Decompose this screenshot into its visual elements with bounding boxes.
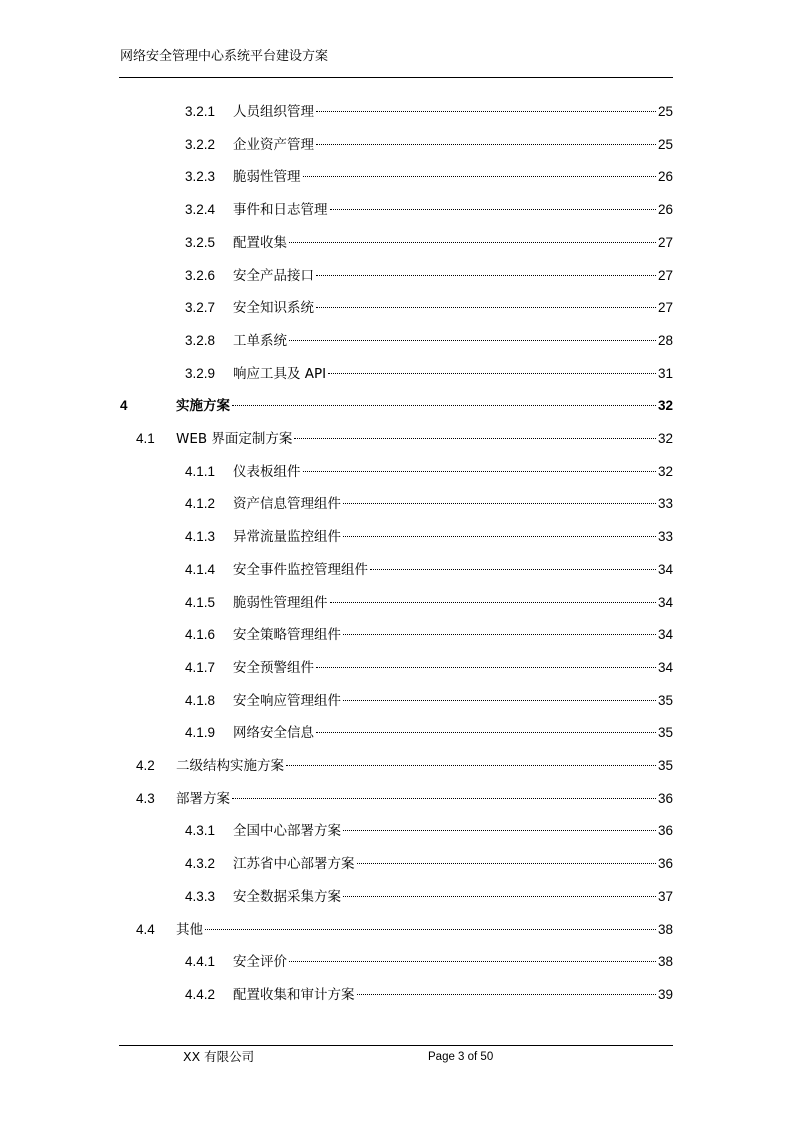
toc-entry-title: 脆弱性管理组件 — [233, 595, 328, 611]
toc-entry-title: 仪表板组件 — [233, 464, 301, 480]
toc-entry-title: 部署方案 — [176, 791, 230, 807]
toc-dot-leader — [316, 307, 656, 308]
toc-entry-title: 安全策略管理组件 — [233, 627, 341, 643]
toc-dot-leader — [303, 471, 656, 472]
toc-dot-leader — [328, 373, 656, 374]
toc-entry-number: 3.2.6 — [185, 268, 216, 283]
toc-entry-title: 二级结构实施方案 — [176, 758, 284, 774]
toc-entry-page-number: 35 — [657, 758, 673, 773]
toc-dot-leader — [343, 896, 656, 897]
toc-entry-title: 安全知识系统 — [233, 300, 314, 316]
toc-entry-title: 安全产品接口 — [233, 268, 314, 284]
toc-entry-number: 4.3.2 — [185, 856, 216, 871]
toc-entry-page-number: 32 — [657, 431, 673, 446]
toc-entry-title: 响应工具及 API — [233, 366, 327, 382]
toc-entry-number: 3.2.2 — [185, 137, 216, 152]
toc-entry-title: 全国中心部署方案 — [233, 823, 341, 839]
toc-dot-leader — [343, 830, 656, 831]
toc-entry[interactable] — [185, 493, 673, 515]
toc-entry-title: 安全事件监控管理组件 — [233, 562, 368, 578]
toc-entry[interactable] — [185, 592, 673, 614]
toc-dot-leader — [303, 176, 656, 177]
toc-dot-leader — [330, 209, 656, 210]
toc-entry-number: 4.4.1 — [185, 954, 216, 969]
toc-entry[interactable] — [185, 820, 673, 842]
footer-page-number: Page 3 of 50 — [428, 1051, 494, 1063]
toc-entry-number: 4.1.4 — [185, 562, 216, 577]
toc-entry-number: 4.1 — [136, 431, 155, 446]
toc-entry-title: 网络安全信息 — [233, 725, 314, 741]
toc-entry[interactable] — [136, 788, 673, 810]
toc-dot-leader — [205, 929, 656, 930]
toc-entry-number: 4.4 — [136, 922, 155, 937]
toc-entry-title: 其他 — [176, 922, 203, 938]
toc-entry-page-number: 35 — [657, 693, 673, 708]
toc-entry-title: 脆弱性管理 — [233, 169, 301, 185]
toc-entry-page-number: 34 — [657, 595, 673, 610]
toc-entry-page-number: 38 — [657, 922, 673, 937]
toc-dot-leader — [330, 602, 656, 603]
toc-entry[interactable] — [185, 166, 673, 188]
toc-entry-title: 安全预警组件 — [233, 660, 314, 676]
toc-entry[interactable] — [185, 657, 673, 679]
toc-entry-number: 3.2.3 — [185, 169, 216, 184]
toc-entry-number: 4.1.6 — [185, 627, 216, 642]
toc-entry-number: 4.1.1 — [185, 464, 216, 479]
toc-entry[interactable] — [185, 984, 673, 1006]
toc-entry[interactable] — [185, 526, 673, 548]
toc-entry[interactable] — [136, 755, 673, 777]
toc-entry[interactable] — [185, 101, 673, 123]
toc-dot-leader — [343, 634, 656, 635]
toc-entry-page-number: 39 — [657, 987, 673, 1002]
toc-entry-number: 4 — [120, 398, 128, 413]
running-header-title: 网络安全管理中心系统平台建设方案 — [120, 49, 329, 64]
toc-entry-page-number: 25 — [657, 104, 673, 119]
toc-entry-page-number: 33 — [657, 496, 673, 511]
toc-entry-title: 异常流量监控组件 — [233, 529, 341, 545]
footer-divider — [119, 1045, 673, 1046]
toc-entry-page-number: 26 — [657, 169, 673, 184]
toc-entry-page-number: 27 — [657, 235, 673, 250]
toc-dot-leader — [289, 340, 656, 341]
toc-entry-number: 3.2.5 — [185, 235, 216, 250]
toc-entry[interactable] — [185, 232, 673, 254]
toc-entry-number: 3.2.7 — [185, 300, 216, 315]
toc-entry-page-number: 28 — [657, 333, 673, 348]
toc-entry-number: 3.2.9 — [185, 366, 216, 381]
toc-entry-title: 资产信息管理组件 — [233, 496, 341, 512]
toc-entry-number: 4.2 — [136, 758, 155, 773]
toc-dot-leader — [316, 667, 656, 668]
toc-dot-leader — [370, 569, 656, 570]
toc-dot-leader — [343, 536, 656, 537]
toc-entry-number: 4.3.3 — [185, 889, 216, 904]
toc-entry-page-number: 37 — [657, 889, 673, 904]
toc-entry-title: 人员组织管理 — [233, 104, 314, 120]
toc-entry[interactable] — [185, 199, 673, 221]
toc-entry[interactable] — [185, 951, 673, 973]
toc-entry[interactable] — [185, 297, 673, 319]
toc-dot-leader — [294, 438, 656, 439]
toc-entry-page-number: 35 — [657, 725, 673, 740]
toc-entry-page-number: 25 — [657, 137, 673, 152]
toc-entry-number: 4.1.8 — [185, 693, 216, 708]
toc-entry-page-number: 36 — [657, 856, 673, 871]
toc-dot-leader — [343, 503, 656, 504]
toc-entry-number: 4.1.7 — [185, 660, 216, 675]
toc-entry-title: WEB 界面定制方案 — [176, 431, 293, 447]
toc-entry-page-number: 34 — [657, 660, 673, 675]
toc-entry-title: 实施方案 — [176, 398, 230, 414]
toc-entry-page-number: 26 — [657, 202, 673, 217]
toc-entry-page-number: 38 — [657, 954, 673, 969]
toc-entry-page-number: 36 — [657, 823, 673, 838]
toc-entry-title: 事件和日志管理 — [233, 202, 328, 218]
toc-entry-number: 3.2.4 — [185, 202, 216, 217]
toc-entry-number: 3.2.1 — [185, 104, 216, 119]
toc-entry-page-number: 34 — [657, 562, 673, 577]
toc-entry[interactable] — [185, 330, 673, 352]
toc-entry[interactable] — [185, 461, 673, 483]
toc-entry[interactable] — [136, 428, 673, 450]
toc-entry-page-number: 27 — [657, 268, 673, 283]
toc-entry[interactable] — [185, 886, 673, 908]
toc-entry[interactable] — [185, 559, 673, 581]
toc-entry-number: 4.3 — [136, 791, 155, 806]
toc-dot-leader — [232, 405, 656, 406]
toc-entry[interactable] — [136, 919, 673, 941]
toc-entry[interactable] — [185, 363, 673, 385]
toc-entry-number: 4.1.2 — [185, 496, 216, 511]
toc-entry-title: 安全评价 — [233, 954, 287, 970]
toc-entry-page-number: 31 — [657, 366, 673, 381]
toc-dot-leader — [343, 700, 656, 701]
toc-entry-title: 江苏省中心部署方案 — [233, 856, 355, 872]
toc-dot-leader — [316, 144, 656, 145]
toc-entry-page-number: 32 — [657, 398, 673, 413]
toc-entry[interactable] — [185, 265, 673, 287]
toc-entry-page-number: 33 — [657, 529, 673, 544]
toc-dot-leader — [316, 111, 656, 112]
toc-entry-title: 安全数据采集方案 — [233, 889, 341, 905]
toc-entry[interactable] — [185, 690, 673, 712]
toc-dot-leader — [232, 798, 656, 799]
toc-entry[interactable] — [185, 853, 673, 875]
toc-dot-leader — [357, 994, 656, 995]
footer-company-name: XX 有限公司 — [183, 1049, 255, 1064]
toc-dot-leader — [286, 765, 656, 766]
toc-dot-leader — [289, 242, 656, 243]
toc-dot-leader — [316, 732, 656, 733]
toc-dot-leader — [357, 863, 656, 864]
toc-entry-page-number: 27 — [657, 300, 673, 315]
toc-entry-number: 4.3.1 — [185, 823, 216, 838]
toc-entry-title: 企业资产管理 — [233, 137, 314, 153]
toc-entry-title: 工单系统 — [233, 333, 287, 349]
toc-entry-title: 安全响应管理组件 — [233, 693, 341, 709]
toc-entry-number: 4.4.2 — [185, 987, 216, 1002]
toc-entry-number: 4.1.3 — [185, 529, 216, 544]
toc-dot-leader — [289, 961, 656, 962]
toc-entry-number: 3.2.8 — [185, 333, 216, 348]
toc-entry[interactable] — [120, 395, 673, 417]
toc-entry-page-number: 36 — [657, 791, 673, 806]
toc-entry-page-number: 32 — [657, 464, 673, 479]
toc-entry[interactable] — [185, 624, 673, 646]
toc-entry-title: 配置收集 — [233, 235, 287, 251]
toc-entry[interactable] — [185, 722, 673, 744]
toc-entry[interactable] — [185, 134, 673, 156]
toc-entry-page-number: 34 — [657, 627, 673, 642]
toc-entry-number: 4.1.5 — [185, 595, 216, 610]
toc-dot-leader — [316, 275, 656, 276]
toc-entry-title: 配置收集和审计方案 — [233, 987, 355, 1003]
toc-entry-number: 4.1.9 — [185, 725, 216, 740]
